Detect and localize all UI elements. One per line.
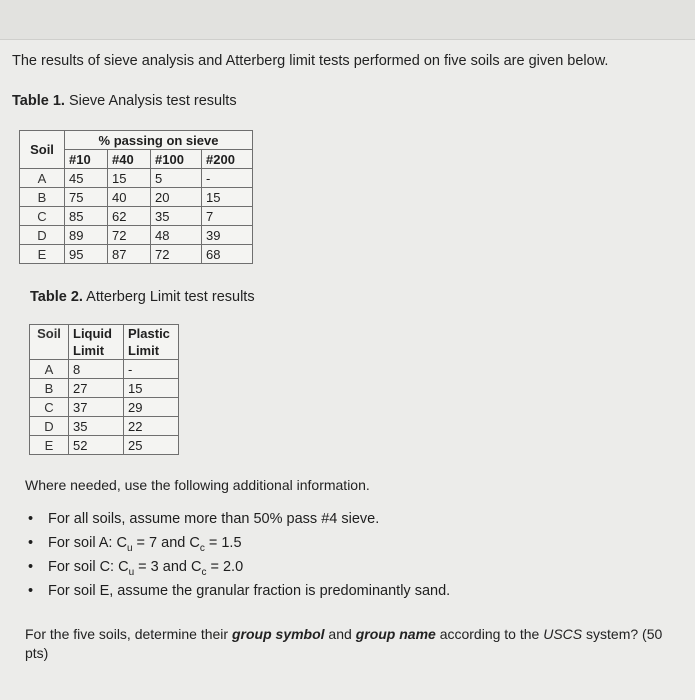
bullet-icon: • <box>28 583 34 599</box>
subscript: u <box>126 542 133 554</box>
value-cell: 62 <box>108 207 151 226</box>
question-part: For the five soils, determine their <box>25 626 232 642</box>
soil-cell: A <box>20 169 65 188</box>
list-item <box>28 555 450 579</box>
subscript: c <box>199 542 205 554</box>
value-cell: 85 <box>65 207 108 226</box>
soil-header: Soil <box>30 325 69 360</box>
liquid-cell: 37 <box>69 398 124 417</box>
soil-cell: A <box>30 360 69 379</box>
question-italic: USCS <box>543 626 583 642</box>
table-row <box>20 169 253 188</box>
top-bar <box>0 0 695 40</box>
table2-title-label: Table 2. <box>30 289 83 305</box>
bullet-icon: • <box>28 511 34 527</box>
table-row <box>20 245 253 264</box>
question-text <box>25 625 675 663</box>
subscript: u <box>128 566 135 578</box>
table1-title-label: Table 1. <box>12 93 65 109</box>
table2-title <box>30 289 255 305</box>
table-row <box>20 188 253 207</box>
plastic-header-line2: Limit <box>128 343 160 358</box>
question-emphasis: group symbol <box>231 626 325 642</box>
sieve-header: #200 <box>202 150 253 169</box>
bullet-icon: • <box>28 535 34 551</box>
question-part: according to the <box>435 626 544 642</box>
passing-header: % passing on sieve <box>65 131 253 150</box>
bullet-text <box>48 535 242 554</box>
table-row <box>30 379 179 398</box>
table2-title-text: Atterberg Limit test results <box>82 289 255 305</box>
soil-cell: C <box>30 398 69 417</box>
bullet-text: For soil E, assume the granular fraction is predominantly sand. <box>48 583 451 599</box>
sieve-header: #40 <box>108 150 151 169</box>
soil-cell: C <box>20 207 65 226</box>
value-cell: 48 <box>151 226 202 245</box>
value-cell: 40 <box>108 188 151 207</box>
soil-cell: E <box>20 245 65 264</box>
question-part: and <box>324 626 356 642</box>
soil-header: Soil <box>20 131 65 169</box>
table-row <box>20 207 253 226</box>
additional-info-list <box>28 507 450 603</box>
value-cell: 68 <box>202 245 253 264</box>
soil-cell: E <box>30 436 69 455</box>
liquid-header-line1: Liquid <box>73 326 112 341</box>
value-cell: 95 <box>65 245 108 264</box>
plastic-cell: - <box>124 360 179 379</box>
value-cell: 35 <box>151 207 202 226</box>
plastic-header-line1: Plastic <box>128 326 170 341</box>
liquid-cell: 52 <box>69 436 124 455</box>
subscript: c <box>201 566 207 578</box>
table-row <box>30 417 179 436</box>
bullet-text-suffix: = 2.0 <box>206 559 244 575</box>
bullet-icon: • <box>28 559 34 575</box>
bullet-text <box>48 559 244 578</box>
value-cell: 75 <box>65 188 108 207</box>
question-part: system? (50 pts) <box>25 626 663 661</box>
value-cell: 15 <box>108 169 151 188</box>
plastic-cell: 29 <box>124 398 179 417</box>
soil-cell: B <box>20 188 65 207</box>
value-cell: 45 <box>65 169 108 188</box>
table-row <box>30 360 179 379</box>
bullet-text-prefix: For soil C: C <box>48 559 129 575</box>
liquid-cell: 8 <box>69 360 124 379</box>
liquid-header-line2: Limit <box>73 343 105 358</box>
sieve-header: #10 <box>65 150 108 169</box>
value-cell: 87 <box>108 245 151 264</box>
soil-cell: B <box>30 379 69 398</box>
plastic-limit-header <box>124 325 179 360</box>
bullet-text-suffix: = 1.5 <box>204 535 242 551</box>
value-cell: 72 <box>151 245 202 264</box>
value-cell: 5 <box>151 169 202 188</box>
bullet-text-mid: = 7 and C <box>132 535 200 551</box>
liquid-cell: 35 <box>69 417 124 436</box>
table-row <box>20 226 253 245</box>
intro-text: The results of sieve analysis and Atterberg limit tests performed on five soils are given below. <box>12 53 609 69</box>
question-emphasis: group name <box>355 626 436 642</box>
bullet-text-prefix: For soil A: C <box>48 535 127 551</box>
value-cell: 89 <box>65 226 108 245</box>
list-item <box>28 507 450 531</box>
atterberg-limit-table <box>29 324 179 455</box>
table-row <box>30 436 179 455</box>
bullet-text: For all soils, assume more than 50% pass #4 sieve. <box>48 511 380 527</box>
value-cell: 20 <box>151 188 202 207</box>
value-cell: 72 <box>108 226 151 245</box>
liquid-cell: 27 <box>69 379 124 398</box>
bullet-text-mid: = 3 and C <box>134 559 202 575</box>
sieve-analysis-table <box>19 130 253 264</box>
where-needed-text: Where needed, use the following additional information. <box>25 477 370 493</box>
list-item <box>28 579 450 603</box>
value-cell: 39 <box>202 226 253 245</box>
plastic-cell: 25 <box>124 436 179 455</box>
value-cell: 7 <box>202 207 253 226</box>
liquid-limit-header <box>69 325 124 360</box>
plastic-cell: 15 <box>124 379 179 398</box>
value-cell: - <box>202 169 253 188</box>
soil-cell: D <box>20 226 65 245</box>
list-item <box>28 531 450 555</box>
soil-cell: D <box>30 417 69 436</box>
sieve-header: #100 <box>151 150 202 169</box>
table1-title-text: Sieve Analysis test results <box>64 93 237 109</box>
plastic-cell: 22 <box>124 417 179 436</box>
table-row <box>30 398 179 417</box>
table1-title <box>12 93 237 109</box>
value-cell: 15 <box>202 188 253 207</box>
